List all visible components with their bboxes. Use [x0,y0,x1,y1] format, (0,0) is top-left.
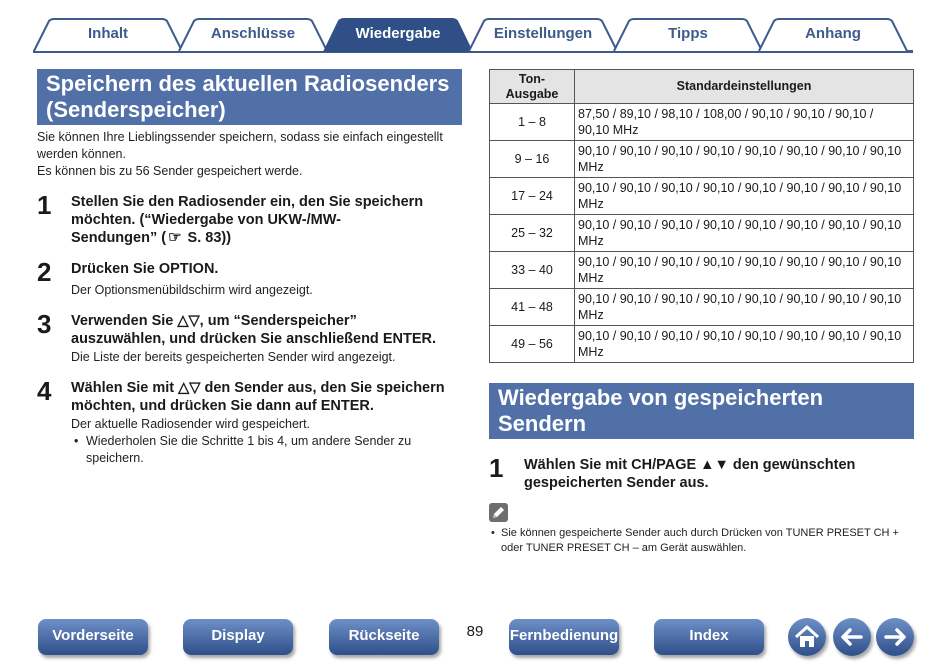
note-line: oder TUNER PRESET CH – am Gerät auswählen. [501,542,747,554]
step-title-part: Sendungen” ( [71,230,167,246]
select-preset-step-title [524,456,914,492]
tab-label: Wiedergabe [355,25,441,42]
table-row [490,289,914,326]
step-3-description: Die Liste der bereits gespeicherten Sender wird angezeigt. [71,350,396,364]
tab-label: Anhang [805,25,861,42]
preset-defaults-table [489,69,914,363]
step-1-title [71,193,466,247]
step-2-title: Drücken Sie OPTION. [71,261,219,277]
step-title-line: gespeicherten Sender aus. [524,475,709,491]
heading-line: Wiedergabe von gespeicherten [498,385,824,410]
preset-values-cell [575,141,914,178]
value-line: 90,10 / 90,10 / 90,10 / 90,10 / 90,10 / 90,10 / 90,10 / 90,10 [578,181,902,195]
step-2-description: Der Optionsmenübildschirm wird angezeigt. [71,283,313,297]
page-reference-icon[interactable]: ☞ [168,229,182,246]
note-line: • Sie können gespeicherte Sender auch durch Drücken von TUNER PRESET CH + [501,527,899,539]
tab-einstellungen[interactable] [468,18,618,52]
pencil-icon [489,503,508,522]
preset-range-cell: 9 – 16 [490,141,575,178]
preset-range-cell: 1 – 8 [490,104,575,141]
page-reference-link[interactable]: S. 83)) [183,230,232,246]
bullet-line: speichern. [86,451,144,465]
step-4-bullet [72,433,462,467]
page-number: 89 [466,623,484,640]
tab-label: Tipps [668,25,708,42]
value-line: 90,10 / 90,10 / 90,10 / 90,10 / 90,10 / 90,10 / 90,10 / 90,10 [578,144,902,158]
note-bullet [489,526,914,556]
step-title-line: möchten, und drücken Sie dann auf ENTER. [71,398,374,414]
arrow-right-icon[interactable] [876,618,914,656]
tab-tipps[interactable] [613,18,763,52]
arrow-left-icon[interactable] [833,618,871,656]
step-4-description: Der aktuelle Radiosender wird gespeichert. [71,417,311,431]
intro-text [37,129,467,180]
preset-range-cell: 41 – 48 [490,289,575,326]
value-line: MHz [578,234,604,248]
table-row [490,215,914,252]
tab-bar [0,0,950,56]
preset-range-cell: 49 – 56 [490,326,575,363]
index-button[interactable]: Index [654,619,764,655]
step-number: 1 [489,453,504,483]
intro-line: Sie können Ihre Lieblingssender speichern, sodass sie einfach eingestellt [37,130,443,144]
step-title-line: Verwenden Sie △▽, um “Senderspeicher” [71,313,357,329]
step-number: 2 [37,257,52,287]
remote-control-button[interactable]: Fernbedienung [509,619,619,655]
heading-line: (Senderspeicher) [46,97,226,122]
table-header-standardeinstellungen: Standardeinstellungen [575,70,914,104]
home-icon[interactable] [788,618,826,656]
step-3-title [71,312,466,348]
heading-line: Sendern [498,411,587,436]
value-line: MHz [578,271,604,285]
tab-anhang[interactable] [758,18,908,52]
value-line: 90,10 / 90,10 / 90,10 / 90,10 / 90,10 / 90,10 / 90,10 / 90,10 [578,218,902,232]
intro-line: werden können. [37,147,126,161]
table-row [490,104,914,141]
tab-label: Einstellungen [493,25,593,42]
value-line: 87,50 / 89,10 / 98,10 / 108,00 / 90,10 / 90,10 / 90,10 / [578,107,874,121]
rear-panel-button[interactable]: Rückseite [329,619,439,655]
tab-wiedergabe[interactable] [323,18,473,52]
heading-line: Speichern des aktuellen Radiosenders [46,71,450,96]
value-line: 90,10 MHz [578,123,639,137]
table-row [490,141,914,178]
tab-label: Anschlüsse [210,25,296,42]
step-title-line: Wählen Sie mit CH/PAGE ▲▼ den gewünschten [524,457,856,473]
value-line: MHz [578,308,604,322]
table-row [490,178,914,215]
value-line: MHz [578,197,604,211]
tab-anschluesse[interactable] [178,18,328,52]
preset-range-cell: 17 – 24 [490,178,575,215]
step-4-title [71,379,466,415]
front-panel-button[interactable]: Vorderseite [38,619,148,655]
table-header-ton-ausgabe [490,70,575,104]
intro-line: Es können bis zu 56 Sender gespeichert werde. [37,164,303,178]
preset-values-cell [575,178,914,215]
section-heading-wiedergabe-gespeicherte [489,383,914,439]
preset-values-cell [575,104,914,141]
step-title-line: auszuwählen, und drücken Sie anschließend ENTER. [71,331,436,347]
step-title-line: möchten. (“Wiedergabe von UKW-/MW- [71,212,341,228]
step-number: 3 [37,309,52,339]
step-title-line: Wählen Sie mit △▽ den Sender aus, den Sie speichern [71,380,445,396]
step-title-line: Stellen Sie den Radiosender ein, den Sie speichern [71,194,424,210]
header-line: Ton- [518,71,546,86]
value-line: MHz [578,160,604,174]
preset-values-cell [575,215,914,252]
preset-values-cell [575,252,914,289]
table-row [490,326,914,363]
header-line: Ausgabe [505,86,559,101]
step-title-line [71,229,466,247]
value-line: 90,10 / 90,10 / 90,10 / 90,10 / 90,10 / 90,10 / 90,10 / 90,10 [578,329,902,343]
table-row [490,252,914,289]
tab-inhalt[interactable] [33,18,183,52]
value-line: 90,10 / 90,10 / 90,10 / 90,10 / 90,10 / 90,10 / 90,10 / 90,10 [578,292,902,306]
step-number: 4 [37,376,52,406]
value-line: MHz [578,345,604,359]
section-heading-senderspeicher [37,69,462,125]
display-button[interactable]: Display [183,619,293,655]
preset-values-cell [575,289,914,326]
table-header-row [490,70,914,104]
tab-label: Inhalt [88,25,128,42]
preset-values-cell [575,326,914,363]
preset-range-cell: 33 – 40 [490,252,575,289]
bullet-line: • Wiederholen Sie die Schritte 1 bis 4, um andere Sender zu [86,434,412,448]
preset-range-cell: 25 – 32 [490,215,575,252]
value-line: 90,10 / 90,10 / 90,10 / 90,10 / 90,10 / 90,10 / 90,10 / 90,10 [578,255,902,269]
step-number: 1 [37,190,52,220]
